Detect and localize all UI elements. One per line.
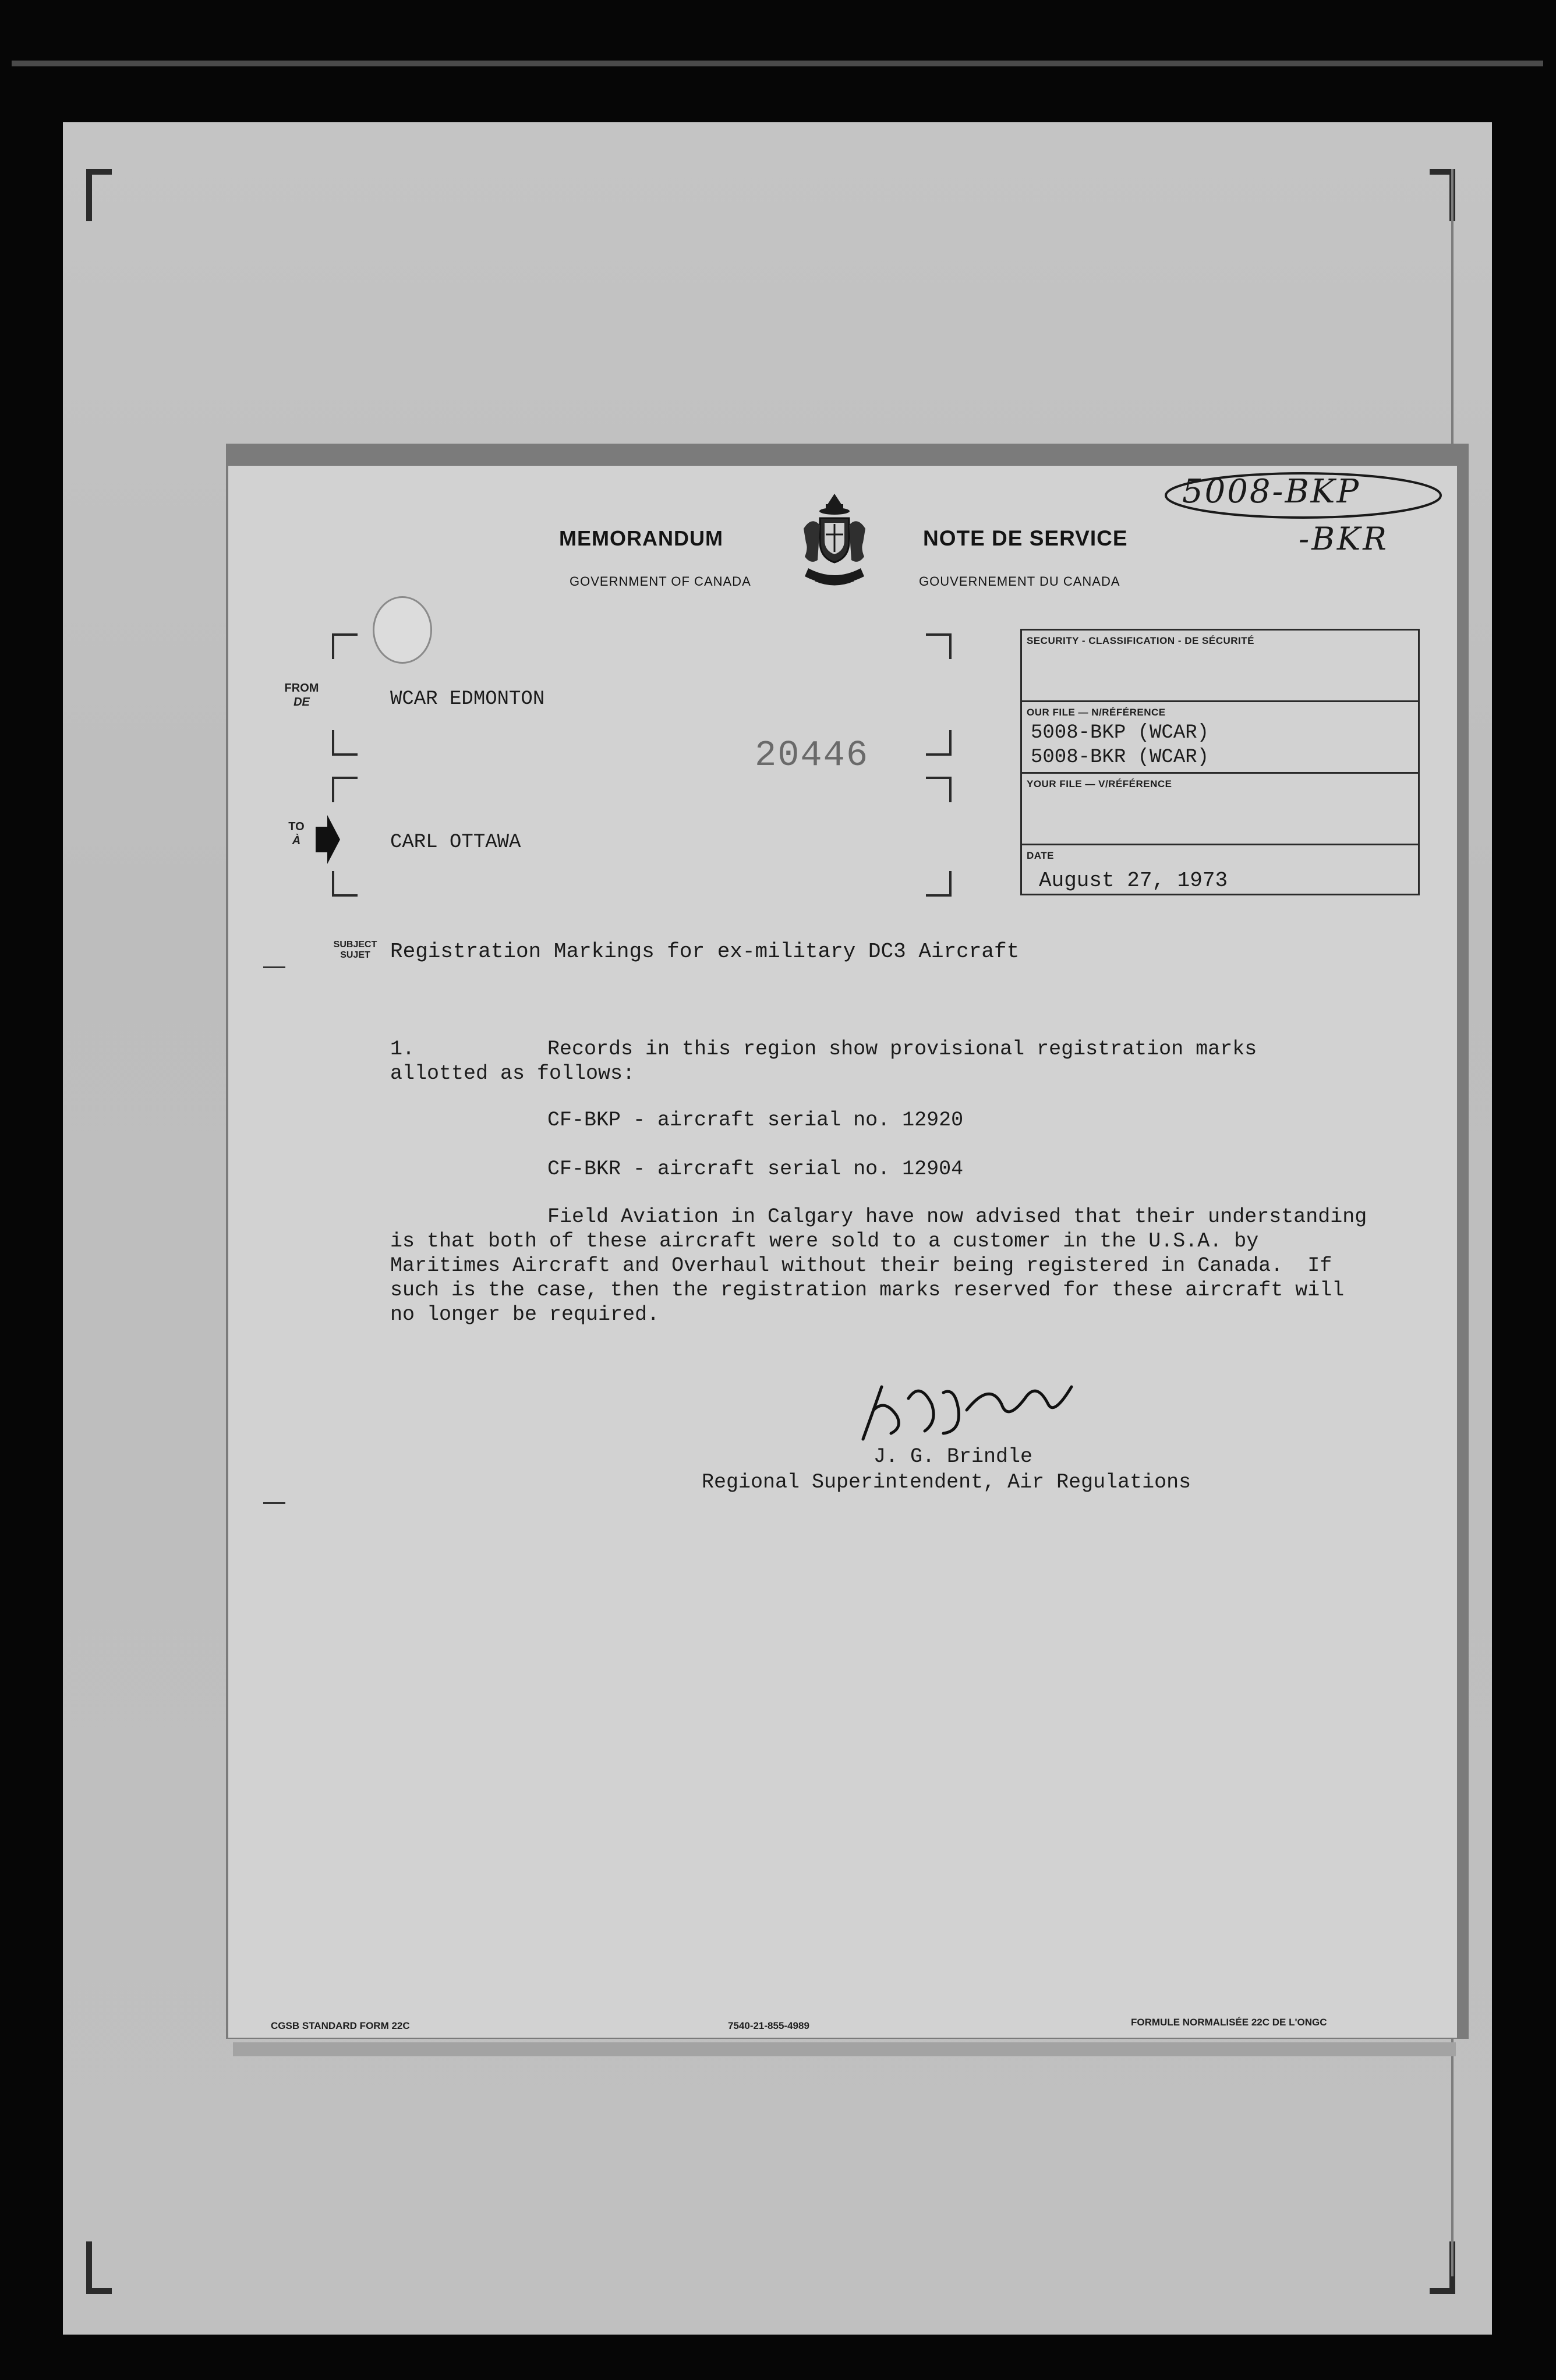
to-bracket-top-left (332, 777, 358, 802)
security-label: SECURITY - CLASSIFICATION - DE SÉCURITÉ (1027, 635, 1255, 646)
our-file-value: 5008-BKP (WCAR) (1031, 722, 1210, 744)
registration-marking: CF-BKR - aircraft serial no. 12904 (547, 1157, 964, 1181)
from-bracket-top-left (332, 633, 358, 659)
body-line: allotted as follows: (390, 1062, 635, 1085)
body-line: such is the case, then the registration marks reserved for these aircraft will (390, 1278, 1345, 1302)
security-row (1022, 631, 1418, 702)
from-label (278, 681, 325, 709)
punch-hole (373, 596, 432, 664)
to-bracket-bottom-left (332, 871, 358, 897)
stamp-number: 20446 (755, 735, 869, 776)
microfilm-top-rule (12, 61, 1543, 66)
date-label: DATE (1027, 850, 1055, 861)
body-line: is that both of these aircraft were sold to a customer in the U.S.A. by (390, 1230, 1259, 1253)
handwritten-file-suffix: -BKR (1299, 520, 1389, 557)
to-label-fr: À (292, 834, 301, 847)
body-line: Records in this region show provisional registration marks (547, 1037, 1257, 1061)
registration-marking: CF-BKP - aircraft serial no. 12920 (547, 1108, 964, 1132)
handwritten-file-ref: 5008-BKP (1182, 473, 1361, 511)
your-file-row (1022, 774, 1418, 845)
from-label-en: FROM (284, 682, 319, 695)
from-label-fr: DE (293, 696, 310, 709)
signer-name: J. G. Brindle (874, 1445, 1033, 1468)
form-footer-left: CGSB STANDARD FORM 22C (271, 2020, 410, 2031)
subject-label-en: SUBJECT (333, 940, 377, 950)
form-footer-right: FORMULE NORMALISÉE 22C DE L'ONGC (1131, 2017, 1327, 2028)
from-bracket-bottom-right (926, 730, 952, 756)
margin-tick (263, 966, 285, 968)
memo-title-en: MEMORANDUM (559, 526, 723, 550)
government-name-fr: GOUVERNEMENT DU CANADA (919, 574, 1120, 589)
paper-bottom-edge (233, 2042, 1456, 2056)
paragraph-number: 1. (390, 1037, 415, 1061)
body-line: Field Aviation in Calgary have now advised that their understanding (547, 1205, 1367, 1228)
government-name-en: GOVERNMENT OF CANADA (570, 574, 751, 589)
subject-value: Registration Markings for ex-military DC3 Aircraft (390, 940, 1020, 964)
our-file-label: OUR FILE — N/RÉFÉRENCE (1027, 707, 1166, 718)
signer-title: Regional Superintendent, Air Regulations (702, 1471, 1191, 1494)
crop-mark-bottom-left (86, 2241, 112, 2294)
margin-tick (263, 1502, 285, 1504)
to-bracket-top-right (926, 777, 952, 802)
subject-label (326, 940, 384, 961)
to-label (276, 820, 317, 848)
signature-icon (856, 1375, 1089, 1445)
from-bracket-top-right (926, 633, 952, 659)
arrow-right-icon (314, 815, 341, 864)
coat-of-arms-icon (798, 488, 871, 588)
subject-label-fr: SUJET (340, 950, 370, 960)
to-label-en: TO (288, 820, 305, 833)
from-value: WCAR EDMONTON (390, 688, 545, 710)
body-line: Maritimes Aircraft and Overhaul without their being registered in Canada. If (390, 1254, 1332, 1277)
crop-mark-top-left (86, 169, 112, 221)
memo-title-fr: NOTE DE SERVICE (923, 526, 1128, 550)
your-file-label: YOUR FILE — V/RÉFÉRENCE (1027, 778, 1172, 789)
date-value: August 27, 1973 (1039, 869, 1228, 892)
body-line: no longer be required. (390, 1303, 660, 1326)
our-file-value: 5008-BKR (WCAR) (1031, 746, 1210, 768)
form-footer-number: 7540-21-855-4989 (728, 2020, 809, 2031)
to-value: CARL OTTAWA (390, 831, 521, 853)
from-bracket-bottom-left (332, 730, 358, 756)
to-bracket-bottom-right (926, 871, 952, 897)
